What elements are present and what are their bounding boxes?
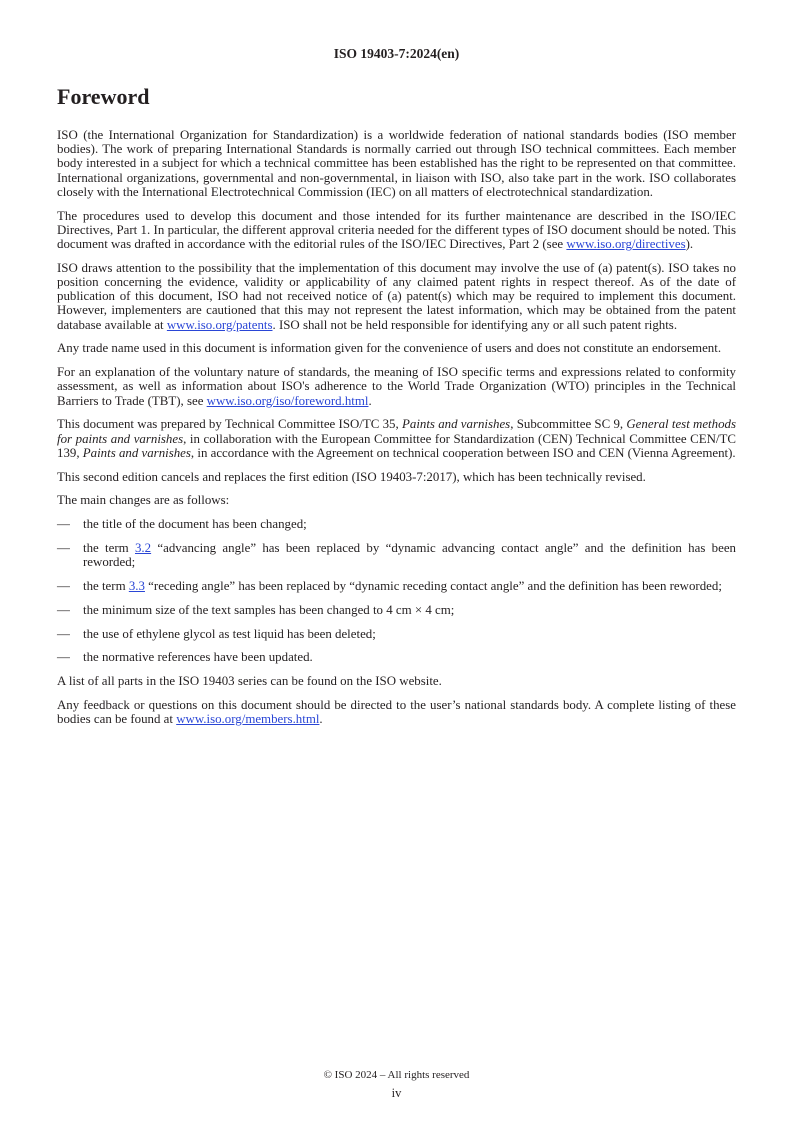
list-item-text: the normative references have been updated. <box>83 650 313 665</box>
text: . <box>368 393 372 408</box>
list-item <box>57 603 736 617</box>
paragraph-patents <box>57 261 736 332</box>
text: ISO draws attention to the possibility that the implementation of this document may involve the use of (a) patent(s). ISO takes no position concerning the evidence, validity or applicability of any claimed patent rights in respect thereof. As of the date of publication of this document, ISO had not received notice of (a) patent(s) which may be required to implement this document. However, implementers are cautioned that this may not represent the latest information, which may be obtained from the patent database available at <box>57 260 736 332</box>
text: , in accordance with the Agreement on technical cooperation between ISO and CEN (Vienna Agreement). <box>190 445 736 460</box>
term-3-2-link[interactable]: 3.2 <box>134 541 152 556</box>
dash-bullet: — <box>57 602 70 617</box>
patents-link[interactable]: www.iso.org/patents <box>166 317 273 332</box>
text: . <box>319 712 323 727</box>
paragraph-voluntary-nature <box>57 365 736 408</box>
text: The procedures used to develop this document and those intended for its further maintenance are described in the ISO/IEC Directives, Part 1. In particular, the different approval criteria needed for the different types of ISO document should be noted. This document was drafted in accordance with the editorial rules of the ISO/IEC Directives, Part 2 (see <box>57 208 736 252</box>
page-number: iv <box>391 1086 402 1100</box>
dash-bullet: — <box>57 517 70 532</box>
committee-title: Paints and varnishes <box>402 417 511 432</box>
text: “receding angle” has been replaced by “dynamic receding contact angle” and the definition has been reworded; <box>144 579 722 594</box>
term-3-3-link[interactable]: 3.3 <box>128 579 145 594</box>
text: the term <box>83 541 135 556</box>
members-link[interactable]: www.iso.org/members.html <box>176 712 320 727</box>
list-item <box>57 517 736 531</box>
text: . ISO shall not be held responsible for identifying any or all such patent rights. <box>272 317 678 332</box>
list-item <box>57 650 736 664</box>
list-item-text <box>83 579 736 593</box>
list-item <box>57 627 736 641</box>
page-footer <box>0 1066 793 1102</box>
text: ). <box>685 237 694 252</box>
dash-bullet: — <box>57 650 70 665</box>
text: , in collaboration with the European Committee for Standardization (CEN) Technical Committee CEN/TC 139, <box>57 431 736 460</box>
copyright-notice: © ISO 2024 – All rights reserved <box>323 1069 470 1081</box>
dash-bullet: — <box>57 626 70 641</box>
paragraph-edition: This second edition cancels and replaces the first edition (ISO 19403-7:2017), which has been technically revised. <box>57 469 646 484</box>
list-item-text: the minimum size of the text samples has been changed to 4 cm × 4 cm; <box>83 602 455 617</box>
subcommittee-title: General test methods for paints and varnishes <box>57 417 736 446</box>
paragraph-trade-name: Any trade name used in this document is information given for the convenience of users and does not constitute an endorsement. <box>57 341 722 356</box>
document-header: ISO 19403-7:2024(en) <box>333 46 460 61</box>
directives-link[interactable]: www.iso.org/directives <box>566 237 686 252</box>
paragraph-procedures <box>57 209 736 252</box>
paragraph-main-changes: The main changes are as follows: <box>57 493 230 508</box>
text: For an explanation of the voluntary nature of standards, the meaning of ISO specific terms and expressions related to conformity assessment, as well as information about ISO's adherence to the World Trade Organization (WTO) principles in the Technical Barriers to Trade (TBT), see <box>57 365 736 408</box>
paragraph-prepared-by <box>57 417 736 460</box>
dash-bullet: — <box>57 541 70 556</box>
list-item-text: the use of ethylene glycol as test liquid has been deleted; <box>83 626 376 641</box>
text: , Subcommittee SC 9, <box>510 417 627 432</box>
list-item <box>57 541 736 569</box>
foreword-info-link[interactable]: www.iso.org/iso/foreword.html <box>206 393 369 408</box>
paragraph-iso-intro: ISO (the International Organization for Standardization) is a worldwide federation of national standards bodies (ISO member bodies). The work of preparing International Standards is normally carried out through ISO technical committees. Each member body interested in a subject for which a technical committee has been established has the right to be represented on that committee. International organizations, governmental and non-governmental, in liaison with ISO, also take part in the work. ISO collaborates closely with the International Electrotechnical Commission (IEC) on all matters of electrotechnical standardization. <box>57 128 736 199</box>
list-item-text <box>83 541 736 569</box>
text: “advancing angle” has been replaced by “dynamic advancing contact angle” and the definition has been reworded; <box>83 541 736 570</box>
paragraph-feedback <box>57 698 736 726</box>
dash-bullet: — <box>57 579 70 594</box>
text: Any feedback or questions on this document should be directed to the user’s national standards body. A complete listing of these bodies can be found at <box>57 698 736 727</box>
page-title: Foreword <box>57 84 150 109</box>
text: the term <box>83 579 129 594</box>
foreword-body <box>57 128 736 736</box>
list-item <box>57 579 736 593</box>
list-item-text: the title of the document has been changed; <box>83 517 307 532</box>
paragraph-series-list: A list of all parts in the ISO 19403 series can be found on the ISO website. <box>57 674 442 689</box>
text: This document was prepared by Technical Committee ISO/TC 35, <box>57 417 402 432</box>
cen-committee-title: Paints and varnishes <box>82 445 191 460</box>
